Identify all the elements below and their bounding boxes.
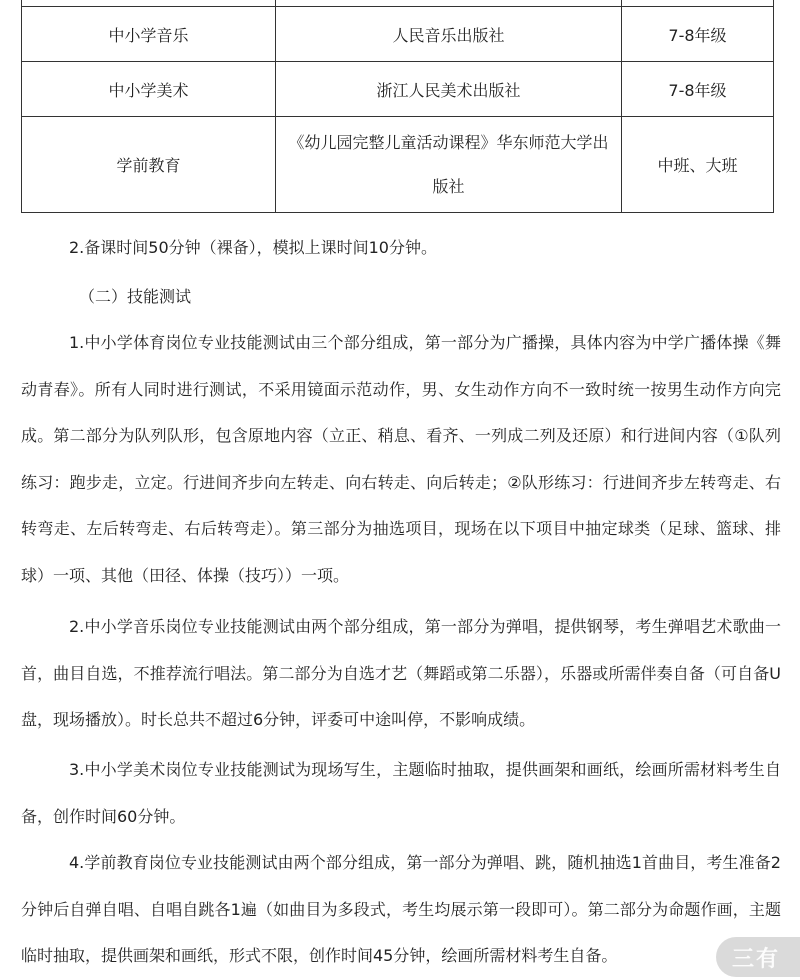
pe-test-paragraph: 1.中小学体育岗位专业技能测试由三个部分组成，第一部分为广播操，具体内容为中学广播体操《舞动青春》。所有人同时进行测试，不采用镜面示范动作，男、女生动作方向不一致时统一按男生动作方向完成。第二部分为队列队形，包含原地内容（立正、稍息、看齐、一列成二列及还原）和行进间内容（①队列练习：跑步走，立定。行进间齐步向左转走、向右转走、向后转走；②队形练习：行进间齐步左转弯走、右转弯走、左后转弯走、右后转弯走）。第三部分为抽选项目，现场在以下项目中抽定球类（足球、篮球、排球）一项、其他（田径、体操（技巧））一项。: [21, 333, 781, 585]
publisher-cell: 人民音乐出版社: [276, 7, 622, 62]
watermark-text: 三有: [732, 947, 781, 972]
section-heading: （二）技能测试: [79, 287, 192, 306]
art-test-paragraph: 3.中小学美术岗位专业技能测试为现场写生，主题临时抽取，提供画架和画纸，绘画所需材料考生自备，创作时间60分钟。: [21, 760, 781, 826]
subject-cell: 中小学美术: [22, 62, 276, 117]
textbook-table: [21, 0, 774, 213]
grade-cell: 中班、大班: [622, 117, 774, 213]
publisher-cell: 《幼儿园完整儿童活动课程》华东师范大学出版社: [276, 117, 622, 213]
subject-cell: 学前教育: [22, 117, 276, 213]
publisher-cell: 浙江人民美术出版社: [276, 62, 622, 117]
table-row: [22, 7, 774, 62]
preschool-test-paragraph: 4.学前教育岗位专业技能测试由两个部分组成，第一部分为弹唱、跳，随机抽选1首曲目，考生准备2分钟后自弹自唱、自唱自跳各1遍（如曲目为多段式，考生均展示第一段即可）。第二部分为命题作画，主题临时抽取，提供画架和画纸，形式不限，创作时间45分钟，绘画所需材料考生自备。: [21, 853, 781, 965]
grade-cell: 7-8年级: [622, 7, 774, 62]
grade-cell: 7-8年级: [622, 62, 774, 117]
music-test-paragraph: 2.中小学音乐岗位专业技能测试由两个部分组成，第一部分为弹唱，提供钢琴，考生弹唱艺术歌曲一首，曲目自选，不推荐流行唱法。第二部分为自选才艺（舞蹈或第二乐器），乐器或所需伴奏自备（可自备U盘，现场播放）。时长总共不超过6分钟，评委可中途叫停，不影响成绩。: [21, 617, 781, 729]
prep-time-paragraph: 2.备课时间50分钟（裸备），模拟上课时间10分钟。: [69, 238, 437, 257]
table-row: [22, 62, 774, 117]
subject-cell: 中小学音乐: [22, 7, 276, 62]
table-row: [22, 117, 774, 213]
